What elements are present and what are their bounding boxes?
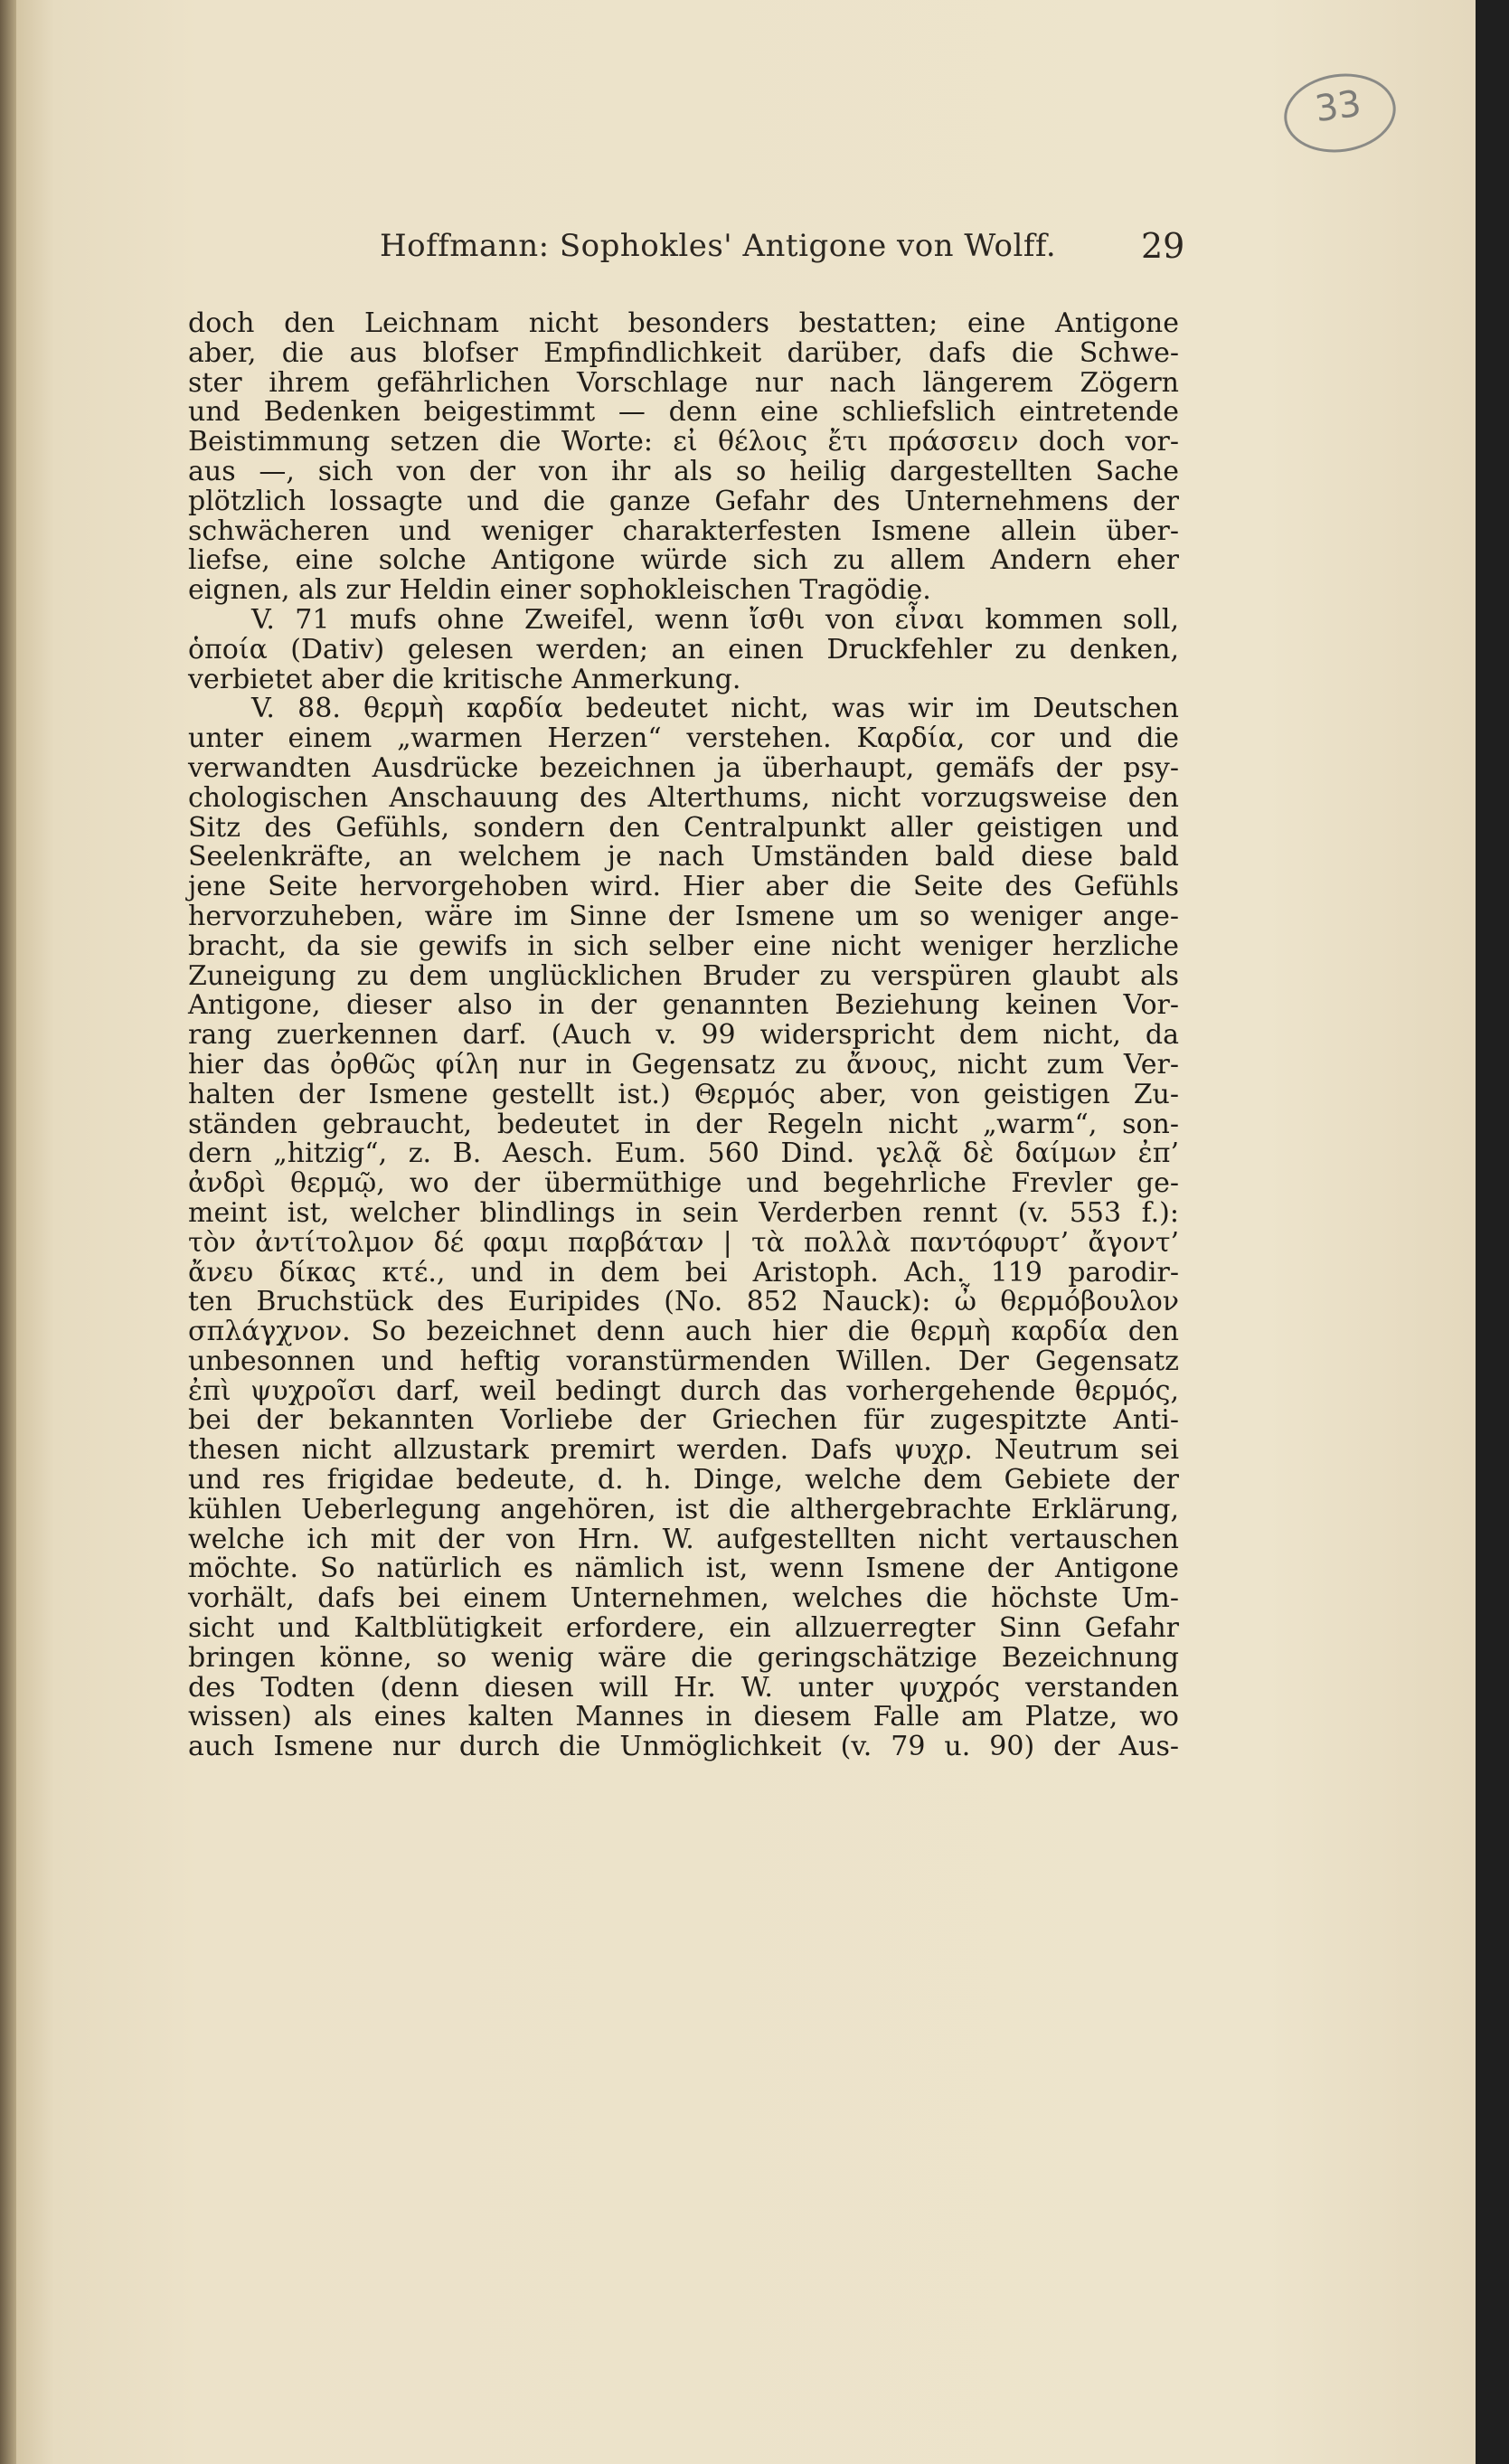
text-line: verwandten Ausdrücke bezeichnen ja überhaupt, gemäfs der psy- — [188, 751, 1179, 784]
text-line: ἄνευ δίκας κτέ., und in dem bei Aristoph. Ach. 119 parodir- — [188, 1256, 1179, 1289]
text-line: und res frigidae bedeute, d. h. Dinge, welche dem Gebiete der — [188, 1464, 1179, 1496]
text-line: Antigone, dieser also in der genannten Beziehung keinen Vor- — [188, 989, 1179, 1022]
text-line: ὁποία (Dativ) gelesen werden; an einen Druckfehler zu denken, — [188, 633, 1179, 666]
text-line: verbietet aber die kritische Anmerkung. — [188, 663, 741, 695]
running-head: Hoffmann: Sophokles' Antigone von Wolff. — [380, 228, 1057, 264]
text-line: wissen) als eines kalten Mannes in diesem Falle am Platze, wo — [188, 1701, 1179, 1733]
text-line: σπλάγχνον. So bezeichnet denn auch hier die θερμὴ καρδία den — [188, 1316, 1179, 1348]
text-line: Seelenkräfte, an welchem je nach Umständen bald diese bald — [188, 841, 1179, 873]
text-line: sicht und Kaltblütigkeit erfordere, ein allzuerregter Sinn Gefahr — [188, 1612, 1179, 1645]
text-line: doch den Leichnam nicht besonders bestatten; eine Antigone — [188, 307, 1179, 339]
text-line: kühlen Ueberlegung angehören, ist die althergebrachte Erklärung, — [188, 1493, 1179, 1525]
text-line: thesen nicht allzustark premirt werden. Dafs ψυχρ. Neutrum sei — [188, 1434, 1179, 1467]
text-line: und Bedenken beigestimmt — denn eine schliefslich eintretende — [188, 396, 1179, 429]
text-line: ständen gebraucht, bedeutet in der Regeln nicht „warm“, son- — [188, 1108, 1179, 1140]
text-line: hier das ὀρθῶς φίλη nur in Gegensatz zu ἄνους, nicht zum Ver- — [188, 1048, 1179, 1081]
text-line: möchte. So natürlich es nämlich ist, wenn Ismene der Antigone — [188, 1553, 1179, 1585]
text-line: Zuneigung zu dem unglücklichen Bruder zu verspüren glaubt als — [188, 959, 1179, 992]
text-line: welche ich mit der von Hrn. W. aufgestellten nicht vertauschen — [188, 1523, 1179, 1555]
scan-border — [1476, 0, 1509, 2464]
text-line: V. 88. θερμὴ καρδία bedeutet nicht, was wir im Deutschen — [251, 693, 1179, 725]
text-line: unbesonnen und heftig voranstürmenden Willen. Der Gegensatz — [188, 1345, 1179, 1377]
text-line: schwächeren und weniger charakterfesten Ismene allein über- — [188, 515, 1179, 547]
text-line: liefse, eine solche Antigone würde sich zu allem Andern eher — [188, 544, 1179, 577]
text-line: bringen könne, so wenig wäre die geringschätzige Bezeichnung — [188, 1641, 1179, 1674]
text-line: eignen, als zur Heldin einer sophokleischen Tragödie. — [188, 574, 931, 607]
text-line: hervorzuheben, wäre im Sinne der Ismene um so weniger ange- — [188, 900, 1179, 932]
text-line: auch Ismene nur durch die Unmöglichkeit (v. 79 u. 90) der Aus- — [188, 1731, 1179, 1763]
text-line: V. 71 mufs ohne Zweifel, wenn ἴσθι von εἶναι kommen soll, — [251, 603, 1179, 636]
text-line: des Todten (denn diesen will Hr. W. unter ψυχρός verstanden — [188, 1671, 1179, 1704]
text-line: τὸν ἀντίτολμον δέ φαμι παρβάταν | τὰ πολλὰ παντόφυρτ’ ἄγοντ’ — [188, 1226, 1179, 1259]
text-line: rang zuerkennen darf. (Auch v. 99 widerspricht dem nicht, da — [188, 1019, 1179, 1052]
text-line: ἐπὶ ψυχροῖσι darf, weil bedingt durch das vorhergehende θερμός, — [188, 1374, 1179, 1407]
text-line: unter einem „warmen Herzen“ verstehen. Καρδία, cor und die — [188, 722, 1179, 755]
text-line: aus —, sich von der von ihr als so heilig dargestellten Sache — [188, 455, 1179, 487]
text-line: ten Bruchstück des Euripides (No. 852 Nauck): ὦ θερμόβουλον — [188, 1286, 1179, 1318]
text-line: ster ihrem gefährlichen Vorschlage nur nach längerem Zögern — [188, 366, 1179, 399]
text-line: bracht, da sie gewifs in sich selber eine nicht weniger herzliche — [188, 930, 1179, 962]
text-line: vorhält, dafs bei einem Unternehmen, welches die höchste Um- — [188, 1582, 1179, 1615]
text-line: Sitz des Gefühls, sondern den Centralpunkt aller geistigen und — [188, 811, 1179, 844]
text-line: meint ist, welcher blindlings in sein Verderben rennt (v. 553 f.): — [188, 1196, 1179, 1229]
text-line: Beistimmung setzen die Worte: εἰ θέλοις ἔτι πράσσειν doch vor- — [188, 426, 1179, 458]
text-line: plötzlich lossagte und die ganze Gefahr des Unternehmens der — [188, 485, 1179, 517]
text-line: halten der Ismene gestellt ist.) Θερμός aber, von geistigen Zu- — [188, 1078, 1179, 1110]
text-line: bei der bekannten Vorliebe der Griechen für zugespitzte Anti- — [188, 1404, 1179, 1437]
text-line: jene Seite hervorgehoben wird. Hier aber die Seite des Gefühls — [188, 871, 1179, 903]
body-text — [188, 309, 1179, 1762]
page-number: 29 — [1141, 226, 1185, 266]
text-line: aber, die aus blofser Empfindlichkeit darüber, dafs die Schwe- — [188, 336, 1179, 369]
stamp-number: 33 — [1312, 82, 1364, 131]
text-line: dern „hitzig“, z. B. Aesch. Eum. 560 Dind. γελᾷ δὲ δαίμων ἐπ’ — [188, 1138, 1179, 1170]
text-line: chologischen Anschauung des Alterthums, nicht vorzugsweise den — [188, 781, 1179, 814]
text-line: ἀνδρὶ θερμῷ, wo der übermüthige und begehrliche Frevler ge- — [188, 1167, 1179, 1200]
book-spine-shadow — [0, 0, 16, 2464]
